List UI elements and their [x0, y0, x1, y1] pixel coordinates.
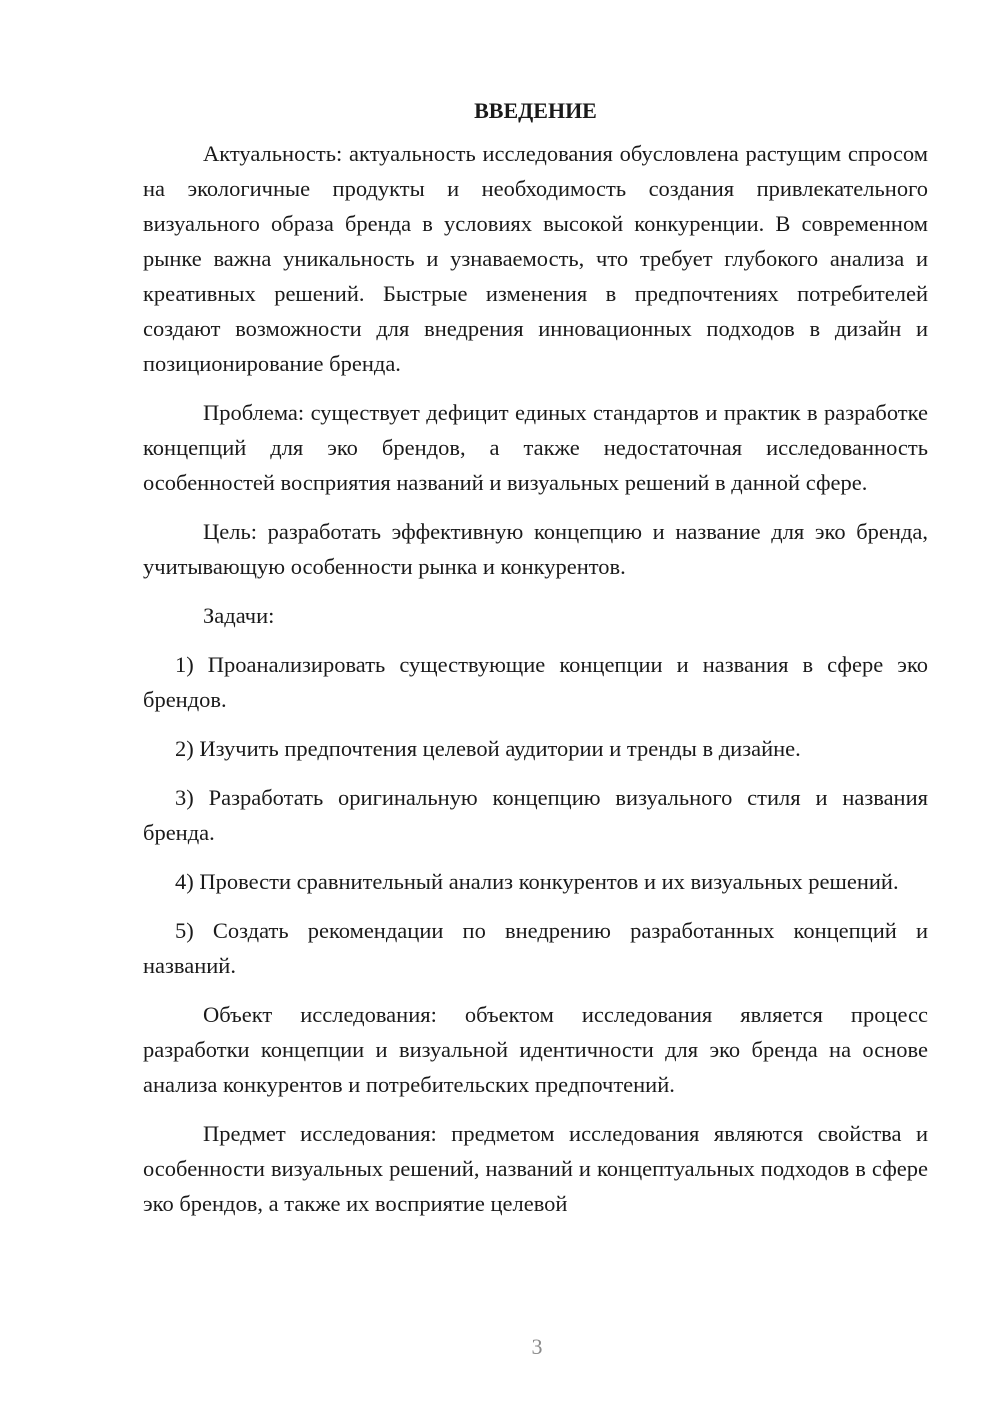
task-item: 2) Изучить предпочтения целевой аудитории и тренды в дизайне. [175, 736, 801, 761]
task-item: 3) Разработать оригинальную концепцию визуального стиля и названия бренда. [143, 785, 928, 845]
task-item: 4) Провести сравнительный анализ конкурентов и их визуальных решений. [175, 869, 899, 894]
paragraph-relevance: Актуальность: актуальность исследования обусловлена растущим спросом на экологичные продукты и необходимость создания привлекательного визуального образа бренда в условиях высокой конкуренции. В современном рынке важна уникальность и узнаваемость, что требует глубокого анализа и креативных решений. Быстрые изменения в предпочтениях потребителей создают возможности для внедрения инновационных подходов в дизайн и позиционирование бренда. [143, 141, 928, 376]
page-content [143, 96, 928, 1221]
paragraph-problem: Проблема: существует дефицит единых стандартов и практик в разработке концепций для эко брендов, а также недостаточная исследованность особенностей восприятия названий и визуальных решений в данной сфере. [143, 400, 928, 495]
paragraph-goal: Цель: разработать эффективную концепцию и название для эко бренда, учитывающую особенности рынка и конкурентов. [143, 519, 928, 579]
tasks-heading: Задачи: [203, 603, 275, 628]
paragraph-object: Объект исследования: объектом исследования является процесс разработки концепции и визуальной идентичности для эко бренда на основе анализа конкурентов и потребительских предпочтений. [143, 1002, 928, 1097]
page-number: 3 [531, 1334, 543, 1359]
paragraph-subject: Предмет исследования: предметом исследования являются свойства и особенности визуальных решений, названий и концептуальных подходов в сфере эко брендов, а также их восприятие целевой [143, 1121, 928, 1216]
section-title: ВВЕДЕНИЕ [474, 98, 597, 123]
task-item: 5) Создать рекомендации по внедрению разработанных концепций и названий. [143, 918, 928, 978]
task-item: 1) Проанализировать существующие концепции и названия в сфере эко брендов. [143, 652, 928, 712]
